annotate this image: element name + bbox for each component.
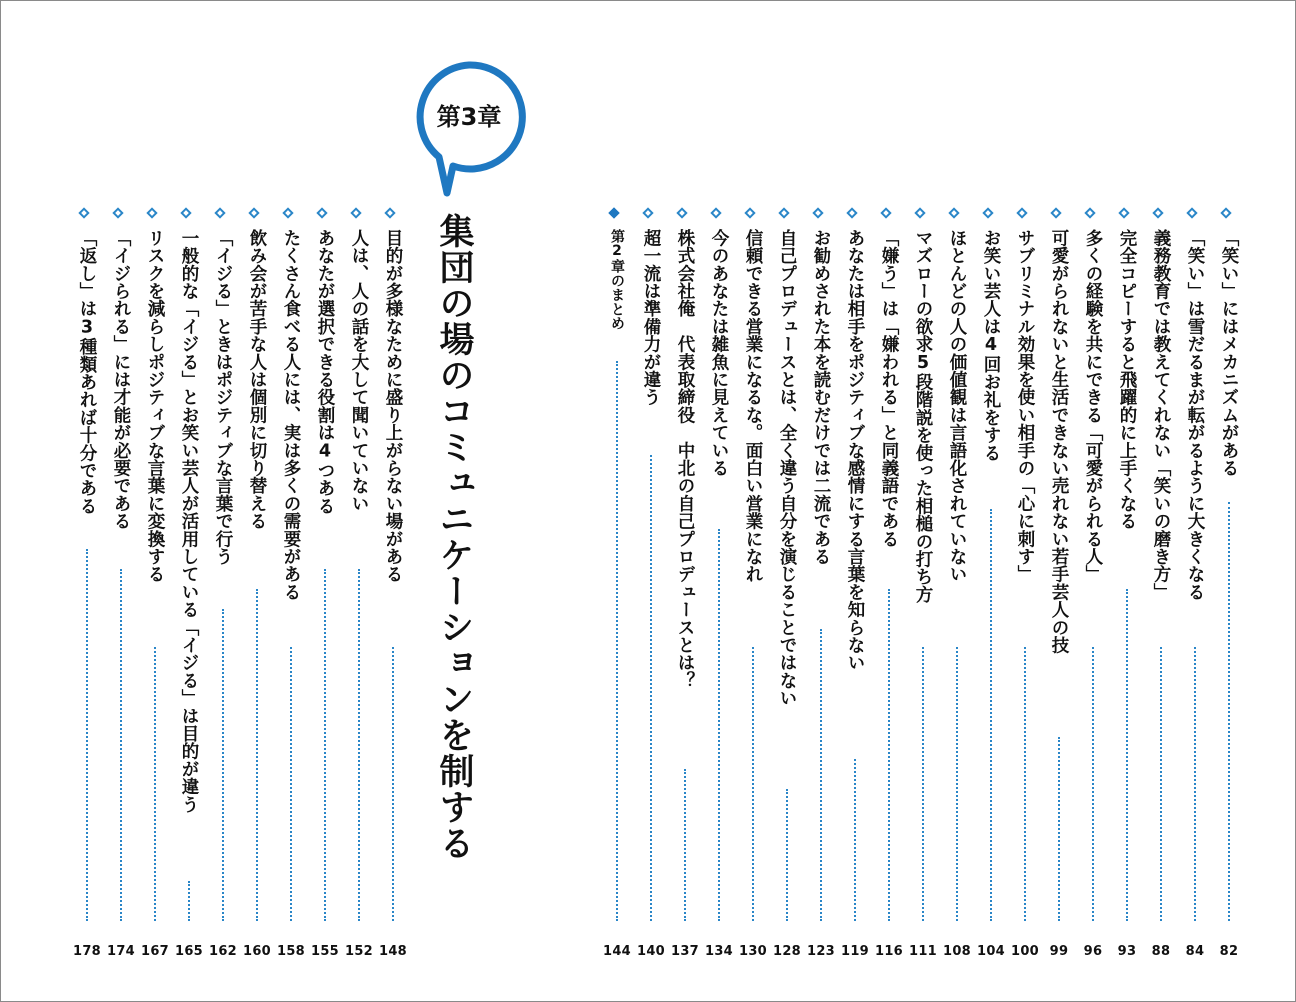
dotted-leader [684, 769, 686, 921]
toc-entry-page: 99 [1049, 944, 1069, 959]
diamond-bullet-icon [914, 207, 925, 218]
toc-entry-page: 111 [908, 944, 938, 959]
diamond-bullet-icon [282, 207, 293, 218]
toc-entry[interactable] [174, 209, 204, 959]
toc-entry[interactable] [276, 209, 306, 959]
toc-entry-page: 178 [72, 944, 102, 959]
toc-entry-page: 100 [1010, 944, 1040, 959]
dotted-leader [358, 569, 360, 921]
diamond-bullet-icon [710, 207, 721, 218]
diamond-bullet-icon [214, 207, 225, 218]
toc-entry[interactable] [1150, 209, 1172, 959]
toc-entry[interactable] [1184, 209, 1206, 959]
diamond-bullet-icon [676, 207, 687, 218]
toc-entry-page: 130 [738, 944, 768, 959]
diamond-bullet-icon [384, 207, 395, 218]
diamond-bullet-icon [1220, 207, 1231, 218]
toc-entry-title: 「笑い」は雪だるまが転がるように大きくなる [1185, 229, 1205, 601]
toc-entry[interactable] [72, 209, 102, 959]
toc-entry[interactable] [106, 209, 136, 959]
toc-entry[interactable] [1218, 209, 1240, 959]
toc-entry[interactable] [670, 209, 700, 959]
toc-entry[interactable] [208, 209, 238, 959]
diamond-bullet-icon [812, 207, 823, 218]
dotted-leader [222, 609, 224, 921]
toc-entry-title: 人は、人の話を大して聞いていない [349, 229, 369, 513]
toc-entry-title: あなたが選択できる役割は4つある [315, 229, 335, 515]
diamond-bullet-icon [1152, 207, 1163, 218]
toc-entry[interactable] [1116, 209, 1138, 959]
diamond-bullet-icon [948, 207, 959, 218]
toc-entry-title: 可愛がられないと生活できない売れない若手芸人の技 [1049, 229, 1069, 654]
toc-entry[interactable] [942, 209, 972, 959]
diamond-bullet-icon [778, 207, 789, 218]
chapter-title: 集団の場のコミュニケーションを制する [434, 213, 474, 861]
toc-entry-page: 104 [976, 944, 1006, 959]
diamond-bullet-icon [316, 207, 327, 218]
diamond-bullet-icon [1118, 207, 1129, 218]
dotted-leader [120, 569, 122, 921]
toc-entry[interactable] [1048, 209, 1070, 959]
dotted-leader [1228, 502, 1230, 921]
toc-entry-title: 今のあなたは雑魚に見えている [709, 229, 729, 477]
toc-entry-title: 飲み会が苦手な人は個別に切り替える [247, 229, 267, 530]
toc-entry-title: 自己プロデュースとは、全く違う自分を演じることではない [777, 229, 797, 707]
dotted-leader [956, 647, 958, 921]
diamond-bullet-icon [982, 207, 993, 218]
toc-entry-title: 「返し」は3種類あれば十分である [77, 229, 97, 515]
toc-entry[interactable] [310, 209, 340, 959]
dotted-leader [154, 647, 156, 921]
toc-entry[interactable] [1010, 209, 1040, 959]
dotted-leader [1194, 647, 1196, 921]
diamond-bullet-icon [146, 207, 157, 218]
toc-entry-title: 「笑い」にはメカニズムがある [1219, 229, 1239, 477]
toc-entry-title: 超一流は準備力が違う [641, 229, 661, 406]
toc-entry-page: 96 [1083, 944, 1103, 959]
toc-entry-title: ほとんどの人の価値観は言語化されていない [947, 229, 967, 583]
diamond-bullet-icon [1084, 207, 1095, 218]
dotted-leader [820, 629, 822, 921]
toc-entry-page: 155 [310, 944, 340, 959]
toc-entry-title: 多くの経験を共にできる「可愛がられる人」 [1083, 229, 1103, 583]
toc-entry-page: 128 [772, 944, 802, 959]
dotted-leader [324, 569, 326, 921]
toc-entry[interactable] [704, 209, 734, 959]
filled-diamond-bullet-icon [608, 207, 619, 218]
toc-entry-title: 目的が多様なために盛り上がらない場がある [383, 229, 403, 583]
toc-entry-page: 116 [874, 944, 904, 959]
dotted-leader [1058, 737, 1060, 921]
toc-entry-page: 123 [806, 944, 836, 959]
toc-entry[interactable] [976, 209, 1006, 959]
toc-entry-title: お笑い芸人は4回お礼をする [981, 229, 1001, 462]
toc-entry-page: 137 [670, 944, 700, 959]
toc-entry-page: 160 [242, 944, 272, 959]
toc-entry-page: 140 [636, 944, 666, 959]
dotted-leader [1024, 647, 1026, 921]
toc-entry-page: 82 [1219, 944, 1239, 959]
diamond-bullet-icon [1016, 207, 1027, 218]
toc-entry[interactable] [806, 209, 836, 959]
toc-entry-page: 88 [1151, 944, 1171, 959]
toc-entry[interactable] [378, 209, 408, 959]
diamond-bullet-icon [1050, 207, 1061, 218]
diamond-bullet-icon [248, 207, 259, 218]
toc-entry-page: 152 [344, 944, 374, 959]
dotted-leader [786, 789, 788, 921]
diamond-bullet-icon [350, 207, 361, 218]
diamond-bullet-icon [78, 207, 89, 218]
dotted-leader [1092, 647, 1094, 921]
dotted-leader [718, 529, 720, 921]
toc-entry-page: 162 [208, 944, 238, 959]
toc-entry[interactable] [874, 209, 904, 959]
toc-entry-title: 株式会社俺 代表取締役 中北の自己プロデュースとは？ [675, 229, 695, 690]
toc-entry-title: サブリミナル効果を使い相手の「心に刺す」 [1015, 229, 1035, 583]
toc-entry-page: 165 [174, 944, 204, 959]
toc-entry-title: リスクを減らしポジティブな言葉に変換する [145, 229, 165, 583]
toc-entry[interactable] [140, 209, 170, 959]
toc-entry-title: 信頼できる営業になるな。面白い営業になれ [743, 229, 763, 583]
dotted-leader [256, 589, 258, 921]
toc-entry[interactable] [738, 209, 768, 959]
dotted-leader [1126, 589, 1128, 921]
dotted-leader [752, 647, 754, 921]
toc-entry-title: あなたは相手をポジティブな感情にする言葉を知らない [845, 229, 865, 672]
toc-entry-page: 108 [942, 944, 972, 959]
diamond-bullet-icon [112, 207, 123, 218]
chapter-number: 第3章 [436, 103, 502, 131]
toc-entry-page: 84 [1185, 944, 1205, 959]
diamond-bullet-icon [1186, 207, 1197, 218]
toc-entry-title: 「嫌う」は「嫌われる」と同義語である [879, 229, 899, 548]
toc-entry-page: 158 [276, 944, 306, 959]
toc-entry-page: 144 [602, 944, 632, 959]
dotted-leader [990, 509, 992, 921]
toc-entry[interactable] [242, 209, 272, 959]
dotted-leader [392, 647, 394, 921]
diamond-bullet-icon [846, 207, 857, 218]
diamond-bullet-icon [642, 207, 653, 218]
dotted-leader [888, 589, 890, 921]
dotted-leader [188, 881, 190, 921]
diamond-bullet-icon [744, 207, 755, 218]
toc-entry-page: 93 [1117, 944, 1137, 959]
toc-entry[interactable] [344, 209, 374, 959]
dotted-leader [922, 647, 924, 921]
dotted-leader [650, 455, 652, 921]
diamond-bullet-icon [880, 207, 891, 218]
toc-entry-title: 一般的な「イジる」とお笑い芸人が活用している「イジる」は目的が違う [179, 229, 199, 814]
toc-entry[interactable] [602, 209, 632, 959]
toc-entry-title: 「イジる」ときはポジティブな言葉で行う [213, 229, 233, 566]
dotted-leader [616, 361, 618, 921]
toc-entry-title: お勧めされた本を読むだけでは二流である [811, 229, 831, 566]
toc-entry-title: マズローの欲求5段階説を使った相槌の打ち方 [913, 229, 933, 604]
toc-entry-page: 119 [840, 944, 870, 959]
toc-entry-title: 第2章のまとめ [609, 229, 625, 331]
toc-entry-page: 174 [106, 944, 136, 959]
toc-entry[interactable] [772, 209, 802, 959]
toc-entry-title: たくさん食べる人には、実は多くの需要がある [281, 229, 301, 601]
toc-entry[interactable] [636, 209, 666, 959]
toc-entry-title: 完全コピーすると飛躍的に上手くなる [1117, 229, 1137, 530]
toc-entry-title: 「イジられる」には才能が必要である [111, 229, 131, 530]
diamond-bullet-icon [180, 207, 191, 218]
toc-entry[interactable] [1082, 209, 1104, 959]
dotted-leader [86, 549, 88, 921]
toc-entry-page: 148 [378, 944, 408, 959]
toc-entry[interactable] [840, 209, 870, 959]
dotted-leader [290, 647, 292, 921]
dotted-leader [1160, 647, 1162, 921]
toc-entry-page: 167 [140, 944, 170, 959]
dotted-leader [854, 759, 856, 921]
toc-entry[interactable] [908, 209, 938, 959]
toc-entry-title: 義務教育では教えてくれない「笑いの磨き方」 [1151, 229, 1171, 601]
toc-entry-page: 134 [704, 944, 734, 959]
